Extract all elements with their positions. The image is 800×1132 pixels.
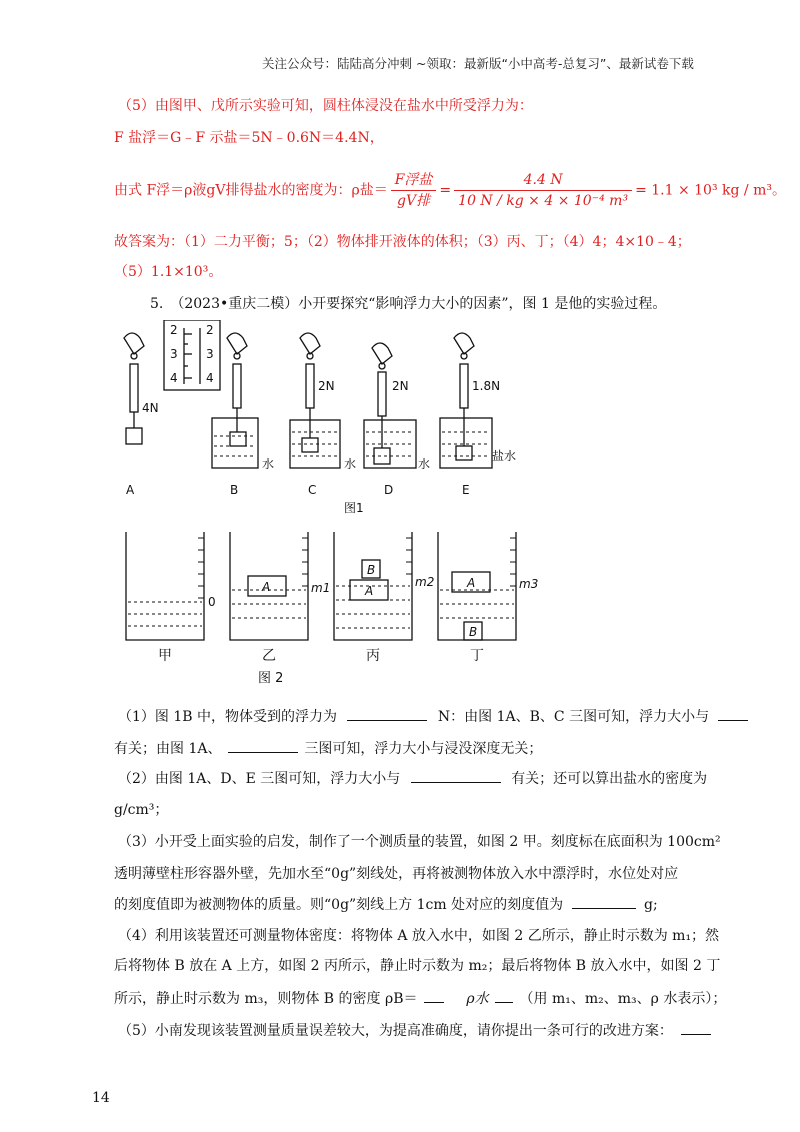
liquid-c: 水	[344, 457, 357, 471]
solution-line-1: （5）由图甲、戊所示实验可知，圆柱体浸没在盐水中所受浮力为：	[118, 98, 533, 114]
panel-label: 乙	[262, 648, 276, 664]
panel-label: E	[462, 483, 470, 497]
q1-text-b: N：由图 1A、B、C 三图可知，浮力大小与	[437, 709, 710, 725]
solution-line-3-suffix: = 1.1 × 10³ kg / m³。	[635, 182, 786, 199]
q5-text-a: （5）小南发现该装置测量质量误差较大，为提高准确度，请你提出一条可行的改进方案：	[118, 1023, 673, 1039]
scale-tick: 2	[170, 323, 178, 337]
beaker-b	[212, 418, 258, 468]
liquid-e: 盐水	[492, 449, 517, 463]
q2-text-b: 有关；还可以算出盐水的密度为	[511, 771, 708, 787]
answer-blank-6[interactable]	[424, 988, 444, 1003]
label-b: B	[367, 563, 376, 577]
label-a: A	[467, 576, 476, 590]
solution-line-2: F 盐浮＝G﹣F 示盐＝5N﹣0.6N＝4.4N，	[114, 130, 384, 146]
page-number: 14	[92, 1090, 110, 1106]
mark-m1: m1	[311, 581, 331, 595]
mark-0: 0	[208, 595, 216, 609]
beaker-c	[290, 420, 340, 468]
question-2-line-1	[118, 768, 707, 789]
panel-label: D	[384, 483, 394, 497]
frac2-numerator: 4.4 N	[454, 170, 632, 191]
scale-tick: 2	[206, 323, 214, 337]
label-a: A	[262, 580, 271, 594]
question-4-line-1: （4）利用该装置还可测量物体密度：将物体 A 放入水中，如图 2 乙所示，静止时示数为 m₁；然	[118, 928, 720, 944]
q4-text-c: 所示，静止时示数为 m₃，则物体 B 的密度 ρB＝	[114, 991, 418, 1007]
question-intro: 5. （2023•重庆二模）小开要探究“影响浮力大小的因素”，图 1 是他的实验过程。	[150, 296, 667, 312]
panel-label: 甲	[158, 648, 172, 664]
figure-2-caption: 图 2	[258, 671, 284, 686]
liquid-d: 水	[418, 457, 431, 471]
weight-block-d	[374, 448, 390, 464]
q1-text-a: （1）图 1B 中，物体受到的浮力为	[118, 709, 338, 725]
frac1-numerator: F浮盐	[391, 170, 437, 191]
q2-text-a: （2）由图 1A、D、E 三图可知，浮力大小与	[118, 771, 401, 787]
question-3-line-1: （3）小开受上面实验的启发，制作了一个测质量的装置，如图 2 甲。刻度标在底面积为 100cm²	[118, 834, 721, 850]
question-4-line-2: 后将物体 B 放在 A 上方，如图 2 丙所示，静止时示数为 m₂；最后将物体 B 放入水中，如图 2 丁	[114, 958, 721, 974]
rho-water: ρ水	[466, 991, 489, 1007]
frac2-denominator: 10 N / kg × 4 × 10⁻⁴ m³	[458, 193, 629, 209]
panel-label: C	[308, 483, 317, 497]
panel-label: 丁	[470, 648, 484, 664]
question-4-line-3	[114, 988, 726, 1009]
q4-text-e: （用 m₁、m₂、m₃、ρ 水表示）；	[519, 991, 727, 1007]
weight-block-e	[456, 446, 472, 460]
question-1-line-1	[118, 706, 748, 727]
container-jia	[126, 532, 204, 640]
answer-blank-7[interactable]	[495, 988, 513, 1003]
scale-tick: 3	[170, 347, 178, 361]
q1-text-c: 有关；由图 1A、	[114, 741, 222, 757]
answer-blank-5[interactable]	[572, 894, 636, 909]
answer-blank-2[interactable]	[718, 706, 748, 721]
q3-text-d: g;	[644, 897, 658, 913]
label-b: B	[469, 625, 478, 639]
figure-1-caption: 图1	[344, 501, 364, 515]
scale-tick: 3	[206, 347, 214, 361]
weight-block-c	[302, 438, 318, 452]
page-header: 关注公众号：陆陆高分冲刺 ~领取：最新版“小中高考-总复习”、最新试卷下载	[262, 56, 694, 71]
q1-text-d: 三图可知，浮力大小与浸没深度无关；	[304, 741, 543, 757]
figure-1	[112, 320, 532, 520]
mark-m3: m3	[519, 577, 538, 591]
reading-e: 1.8N	[472, 379, 501, 393]
solution-line-4: 故答案为：（1）二力平衡；5；（2）物体排开液体的体积；（3）丙、丁；（4）4；4×10﹣4；	[114, 234, 691, 250]
question-3-line-3	[114, 894, 658, 915]
answer-blank-1[interactable]	[347, 706, 427, 721]
mark-m2: m2	[415, 575, 435, 589]
scale-tick: 4	[170, 371, 178, 385]
fraction-numeric	[454, 170, 632, 211]
reading-d: 2N	[392, 379, 409, 393]
question-1-line-2	[114, 738, 542, 759]
liquid-b: 水	[262, 457, 275, 471]
container-ding	[438, 532, 516, 640]
solution-line-3-prefix: 由式 F浮＝ρ液gV排得盐水的密度为：ρ盐＝	[114, 182, 388, 199]
label-a: A	[365, 584, 374, 598]
figure-2	[118, 528, 538, 688]
fraction-symbolic	[391, 170, 437, 211]
panel-label: B	[230, 483, 239, 497]
panel-label: A	[126, 483, 135, 497]
question-2-line-2: g/cm³；	[114, 802, 169, 818]
q3-text-c: 的刻度值即为被测物体的质量。则“0g”刻线上方 1cm 处对应的刻度值为	[114, 897, 564, 913]
question-5-line-1	[118, 1020, 711, 1041]
weight-block-a	[126, 428, 142, 444]
answer-blank-3[interactable]	[228, 738, 298, 753]
panel-label: 丙	[366, 648, 380, 664]
reading-a: 4N	[142, 401, 159, 415]
weight-block-b	[230, 432, 246, 446]
hand-icon	[124, 333, 144, 354]
spring-scale-a	[130, 364, 138, 412]
question-3-line-2: 透明薄壁柱形容器外壁，先加水至“0g”刻线处，再将被测物体放入水中漂浮时，水位处对应	[114, 866, 679, 882]
solution-line-5: （5）1.1×10³。	[114, 264, 223, 280]
answer-blank-8[interactable]	[681, 1020, 711, 1035]
solution-line-3: 由式 F浮＝ρ液gV排得盐水的密度为：ρ盐＝ $\frac{\text{F浮盐}}{\text{gV排}}$ = $\frac{4.4 N}{\text{10 N / kg × 4 × 10⁻⁴ m³}}$ = 1.1 × 10³ kg / m³。	[114, 172, 786, 209]
scale-tick: 4	[206, 371, 214, 385]
reading-c: 2N	[318, 379, 335, 393]
answer-blank-4[interactable]	[411, 768, 501, 783]
frac1-denominator: gV排	[397, 193, 431, 209]
